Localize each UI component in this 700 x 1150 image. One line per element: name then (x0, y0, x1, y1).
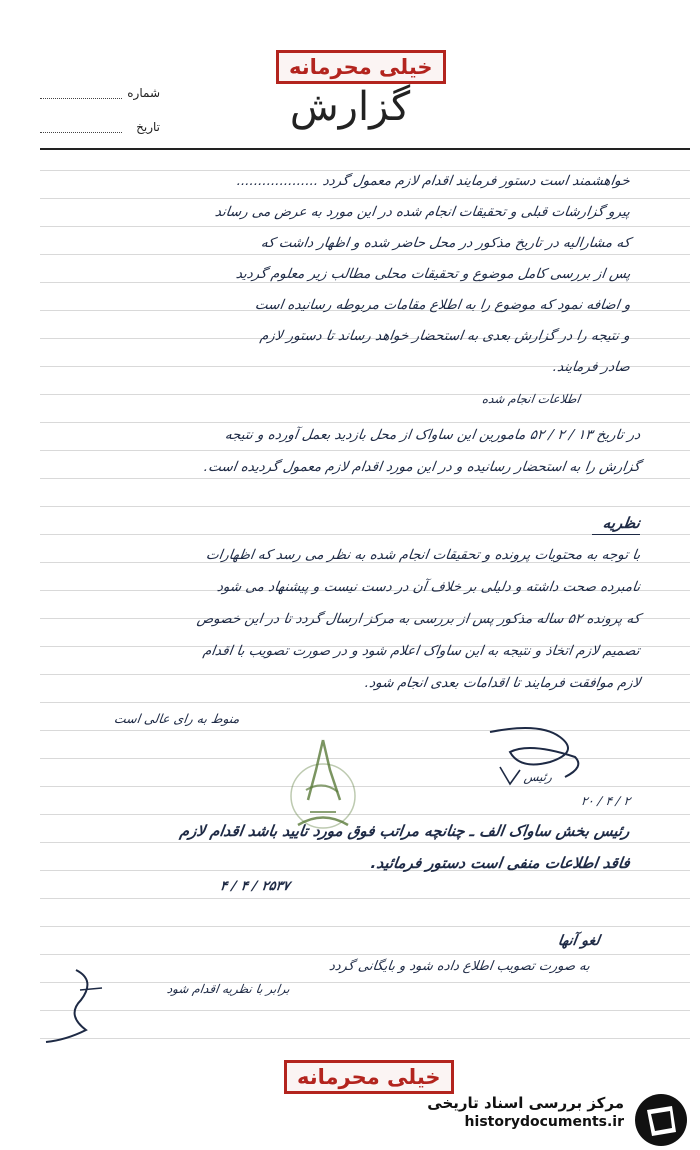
decision-date: ۲۵۳۷ / ۴ / ۴ (219, 879, 292, 894)
decision-line: فاقد اطلاعات منفی است دستور فرمائید. (369, 854, 632, 872)
opinion-heading: نظریه (601, 514, 642, 532)
ruled-line (40, 450, 690, 451)
ruled-line (40, 394, 690, 395)
ruled-line (40, 1010, 690, 1011)
opinion-line: که پرونده ۵۲ ساله مذکور پس از بررسی به مرکز ارسال گردد تا در این خصوص (195, 611, 642, 627)
decision-line: رئیس بخش ساواک الف ـ چنانچه مراتب فوق مورد تایید باشد اقدام لازم (179, 822, 632, 840)
intro-line: که مشارالیه در تاریخ مذکور در محل حاضر شده و اظهار داشت که (259, 235, 632, 251)
archive-logo-text (427, 1094, 624, 1130)
archive-url: historydocuments.ir (464, 1114, 624, 1130)
ruled-line (40, 506, 690, 507)
header-divider (40, 148, 690, 150)
reviewer-title: رئیس (522, 770, 553, 784)
date-label: تاریخ (136, 120, 160, 134)
ruled-line (40, 1038, 690, 1039)
review-date: ۲ / ۴ / ۲۰ (579, 794, 631, 808)
ruled-line (40, 982, 690, 983)
intro-line: خواهشمند است دستور فرمایند اقدام لازم معمول گردد ................... (236, 173, 632, 189)
intro-line: و اضافه نمود که موضوع را به اطلاع مقامات مربوطه رسانیده است (253, 297, 632, 313)
archive-logo-icon (632, 1092, 690, 1148)
footnote-line: به صورت تصویب اطلاع داده شود و بایگانی گردد (328, 959, 592, 974)
intro-line: صادر فرمایند. (552, 359, 632, 375)
archive-name: مرکز بررسی اسناد تاریخی (427, 1094, 624, 1112)
closing-line: منوط به رای عالی است (113, 711, 242, 726)
section-line: گزارش را به استحضار رسانیده و در این مورد اقدام لازم معمول گردیده است. (202, 459, 642, 475)
opinion-line: نامبرده صحت داشته و دلیلی بر خلاف آن در دست نیست و پیشنهاد می شود (215, 579, 642, 595)
intro-line: پس از بررسی کامل موضوع و تحقیقات محلی مطالب زیر معلوم گردید (234, 266, 632, 282)
opinion-line: تصمیم لازم اتخاذ و نتیجه به این ساواک اعلام شود و در صورت تصویب با اقدام (202, 643, 642, 659)
ruled-line (40, 898, 690, 899)
footnote-signature (36, 960, 116, 1050)
intro-line: و نتیجه را در گزارش بعدی به استحضار خواهد رساند تا دستور لازم (259, 328, 632, 344)
top-confidential-stamp: خیلی محرمانه (276, 50, 446, 84)
footnote-sign: برابر با نظریه اقدام شود (166, 982, 291, 996)
section-note: اطلاعات انجام شده (481, 392, 581, 406)
section-line: در تاریخ ۱۳ / ۲ / ۵۲ مامورین این ساواک از محل بازدید بعمل آورده و نتیجه (223, 427, 642, 443)
intro-line: پیرو گزارشات قبلی و تحقیقات انجام شده در این مورد به عرض می رساند (213, 204, 632, 220)
opinion-line: با توجه به محتویات پرونده و تحقیقات انجام شده به نظر می رسد که اظهارات (204, 547, 642, 563)
document-title: گزارش (289, 84, 411, 130)
ruled-line (40, 702, 690, 703)
bottom-confidential-stamp: خیلی محرمانه (284, 1060, 454, 1094)
opinion-line: لازم موافقت فرمایند تا اقدامات بعدی انجام شود. (363, 675, 642, 691)
number-label: شماره (127, 86, 160, 100)
date-line (40, 132, 122, 133)
opinion-heading-underline (592, 534, 640, 535)
footnote-heading: لغو آنها (557, 933, 602, 949)
